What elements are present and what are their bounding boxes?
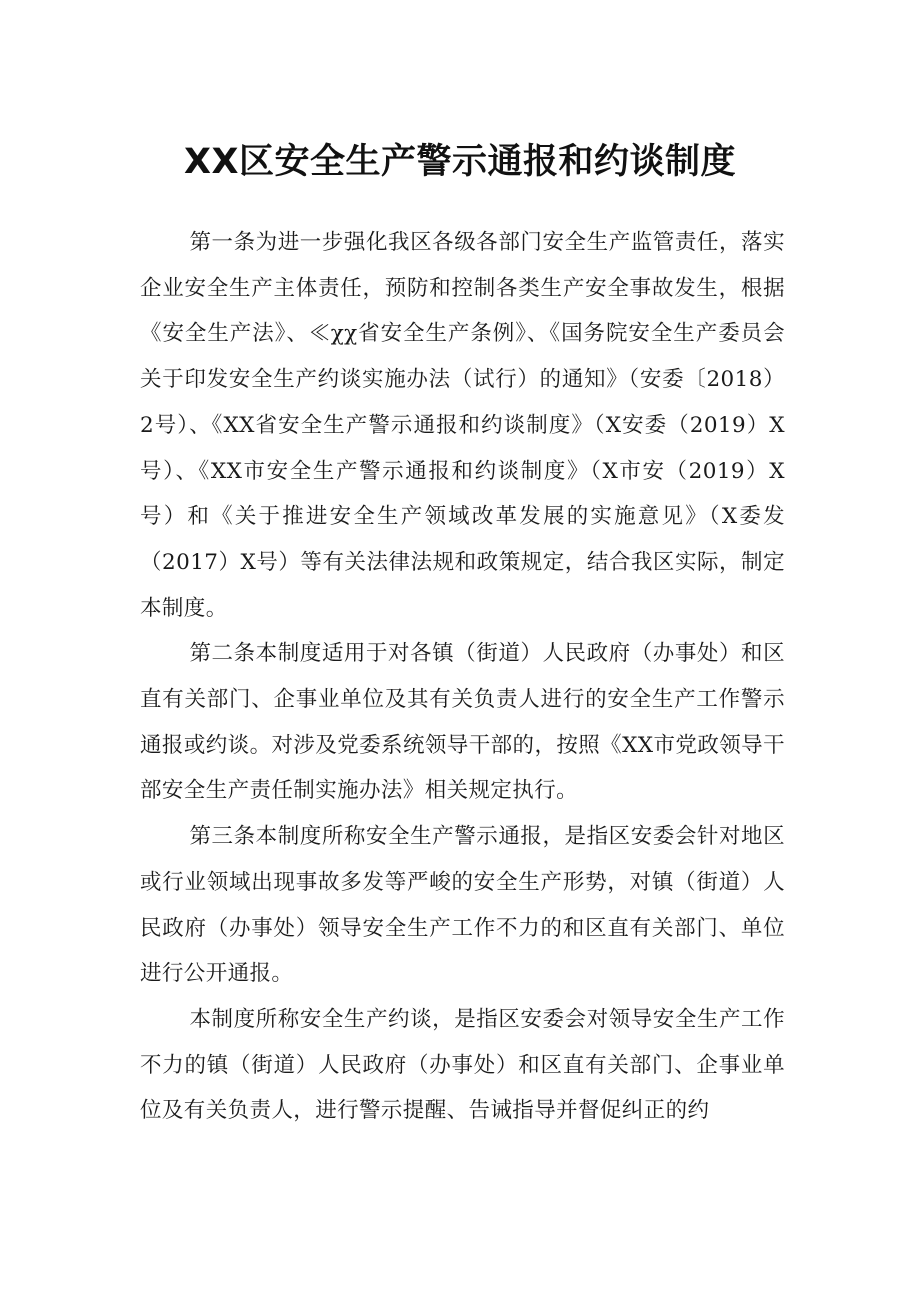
paragraph-article-1: 第一条为进一步强化我区各级各部门安全生产监管责任，落实企业安全生产主体责任，预防和控制各类生产安全事故发生，根据《安全生产法》、≪χχ省安全生产条例》、《国务院安全生产委员会关于印发安全生产约谈实施办法（试行）的通知》（安委〔2018）2号）、《XX省安全生产警示通报和约谈制度》（X安委（2019）X号）、《XX市安全生产警示通报和约谈制度》（X市安（2019）X号）和《关于推进安全生产领域改革发展的实施意见》（X委发（2017）X号）等有关法律法规和政策规定，结合我区实际，制定本制度。: [140, 230, 785, 621]
paragraph-article-2: 第二条本制度适用于对各镇（街道）人民政府（办事处）和区直有关部门、企事业单位及其有关负责人进行的安全生产工作警示通报或约谈。对涉及党委系统领导干部的，按照《XX市党政领导干部安全生产责任制实施办法》相关规定执行。: [140, 641, 785, 804]
document-title: XX区安全生产警示通报和约谈制度: [184, 142, 736, 183]
document-body: [140, 220, 785, 1134]
paragraph-article-3: 第三条本制度所称安全生产警示通报，是指区安委会针对地区或行业领域出现事故多发等严峻的安全生产形势，对镇（街道）人民政府（办事处）领导安全生产工作不力的和区直有关部门、单位进行公开通报。: [140, 824, 785, 987]
paragraph-interview-definition: 本制度所称安全生产约谈，是指区安委会对领导安全生产工作不力的镇（街道）人民政府（办事处）和区直有关部门、企事业单位及有关负责人，进行警示提醒、告诫指导并督促纠正的约: [140, 1006, 785, 1124]
